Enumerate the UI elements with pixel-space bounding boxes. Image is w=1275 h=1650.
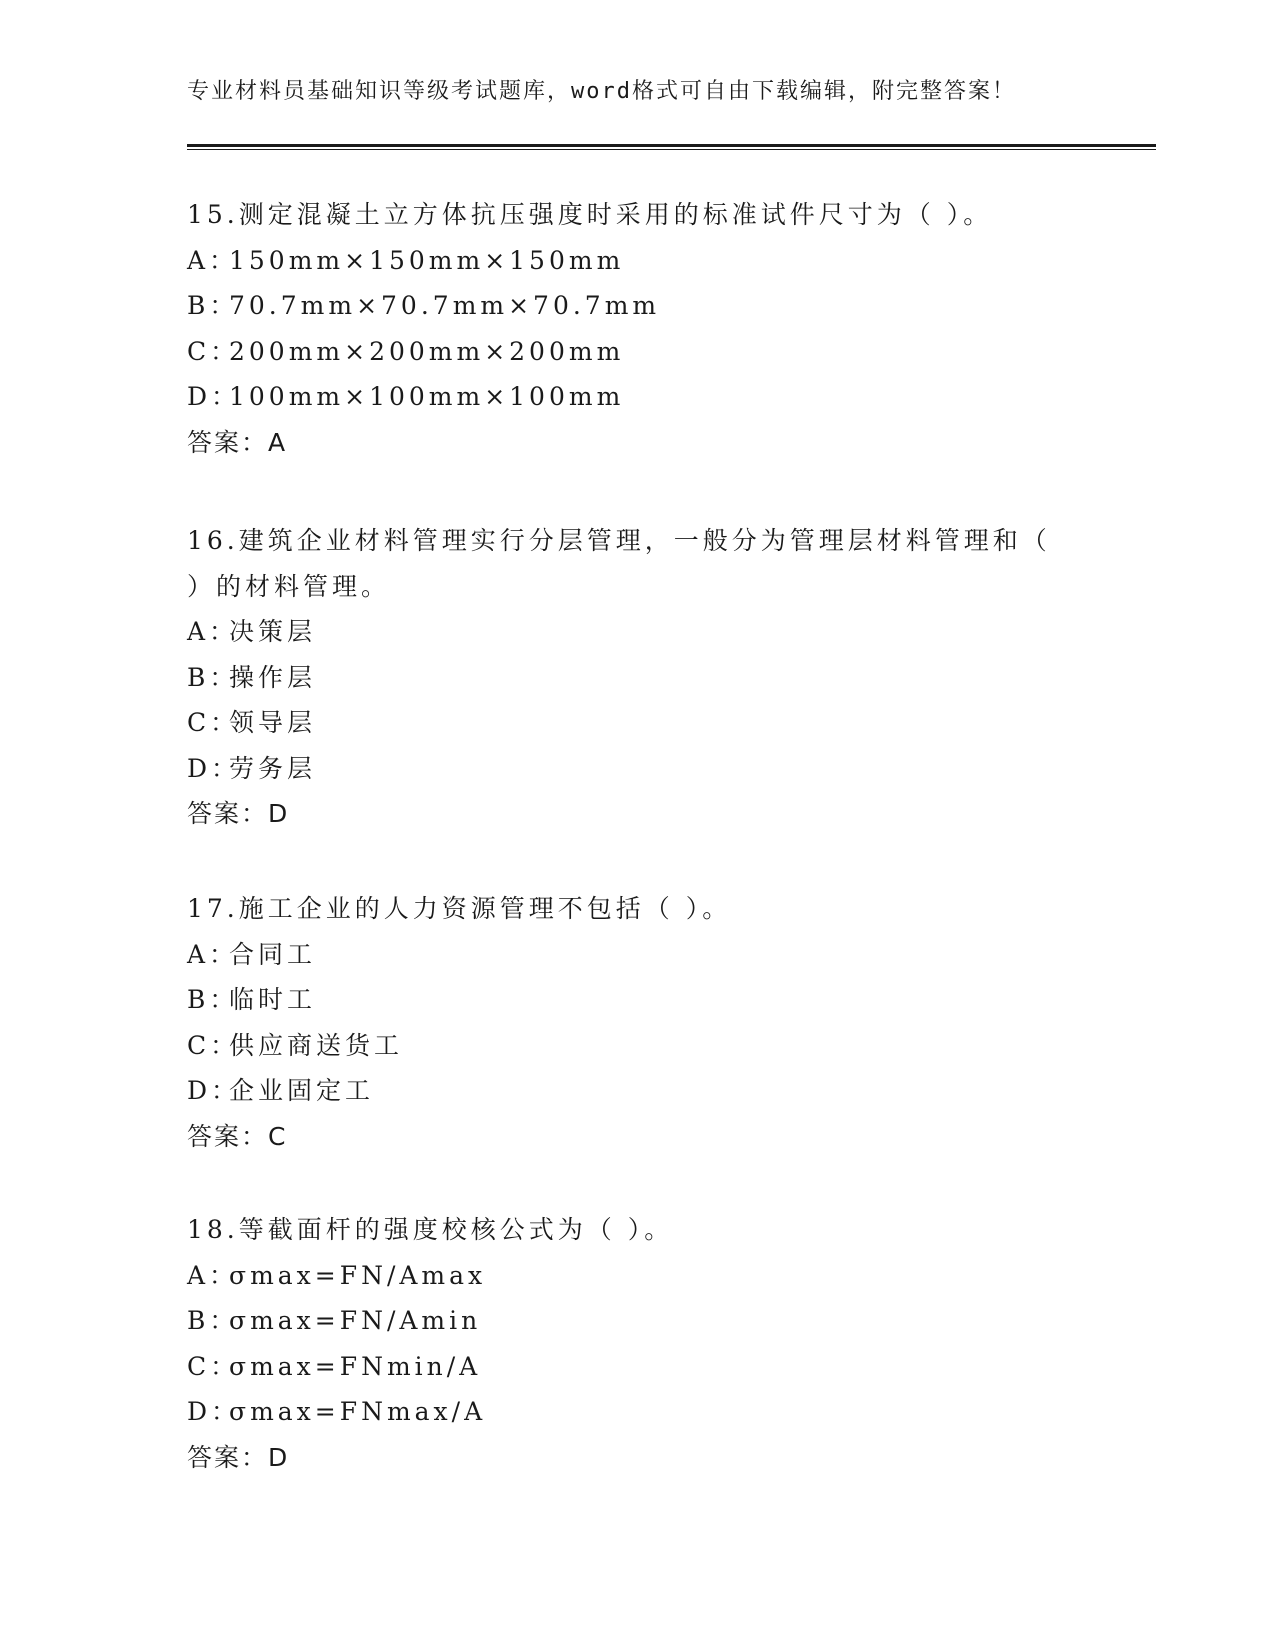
header-rule-thick [187, 144, 1156, 147]
option-key: A： [187, 617, 239, 646]
question-stem: 16.建筑企业材料管理实行分层管理，一般分为管理层材料管理和（ [187, 526, 1051, 555]
option-d [187, 1389, 1087, 1435]
option-c [187, 700, 1087, 746]
option-a [187, 1253, 1087, 1299]
answer-line: 答案：C [187, 1121, 288, 1151]
question-15 [187, 192, 1087, 465]
option-key: D： [187, 1397, 241, 1426]
option-key: C： [187, 336, 240, 366]
option-b [187, 283, 1087, 329]
option-c [187, 1023, 1087, 1069]
option-text: 领导层 [229, 708, 317, 737]
question-17 [187, 886, 1087, 1159]
option-text: 合同工 [229, 939, 317, 969]
option-text: 劳务层 [229, 753, 317, 783]
answer-line: 答案：D [187, 799, 290, 828]
option-key: D： [187, 753, 241, 783]
option-b [187, 977, 1087, 1023]
option-b [187, 1298, 1087, 1344]
option-a [187, 932, 1087, 978]
option-key: C： [187, 708, 240, 737]
answer-line: 答案：A [187, 427, 288, 457]
answer-line: 答案：D [187, 1442, 290, 1472]
option-text: 企业固定工 [229, 1076, 375, 1105]
option-text: σmax=FNmax/A [229, 1397, 487, 1426]
page-header: 专业材料员基础知识等级考试题库，word格式可自由下载编辑，附完整答案！ [187, 79, 1016, 104]
question-stem: 15.测定混凝土立方体抗压强度时采用的标准试件尺寸为（ ）。 [187, 200, 993, 229]
option-text: 150mm×150mm×150mm [229, 245, 625, 275]
option-text: 临时工 [229, 985, 317, 1014]
option-text: σmax=FN/Amax [229, 1260, 487, 1290]
option-d [187, 374, 1087, 420]
option-key: C： [187, 1351, 240, 1381]
option-text: σmax=FNmin/A [229, 1351, 482, 1381]
option-key: A： [187, 1260, 239, 1290]
option-b [187, 655, 1087, 701]
option-key: A： [187, 245, 239, 275]
option-key: B： [187, 662, 239, 692]
option-text: 200mm×200mm×200mm [229, 336, 625, 366]
option-d [187, 746, 1087, 792]
question-stem-continued: ）的材料管理。 [187, 571, 391, 601]
question-stem: 18.等截面杆的强度校核公式为（ ）。 [187, 1215, 674, 1244]
option-text: 供应商送货工 [229, 1030, 404, 1060]
option-key: D： [187, 1076, 241, 1105]
option-d [187, 1068, 1087, 1114]
option-text: 决策层 [229, 617, 317, 646]
option-text: 70.7mm×70.7mm×70.7mm [229, 291, 661, 320]
option-key: B： [187, 985, 239, 1014]
option-text: 操作层 [229, 662, 317, 692]
option-a [187, 609, 1087, 655]
header-rule-thin [187, 149, 1156, 150]
question-18 [187, 1207, 1087, 1480]
option-text: 100mm×100mm×100mm [229, 382, 625, 411]
option-c [187, 1344, 1087, 1390]
option-key: D： [187, 382, 241, 411]
option-key: B： [187, 291, 239, 320]
option-text: σmax=FN/Amin [229, 1306, 482, 1335]
question-16 [187, 518, 1087, 837]
question-stem: 17.施工企业的人力资源管理不包括（ ）。 [187, 894, 732, 923]
option-key: A： [187, 939, 239, 969]
option-c [187, 329, 1087, 375]
option-key: C： [187, 1030, 240, 1060]
option-key: B： [187, 1306, 239, 1335]
option-a [187, 238, 1087, 284]
